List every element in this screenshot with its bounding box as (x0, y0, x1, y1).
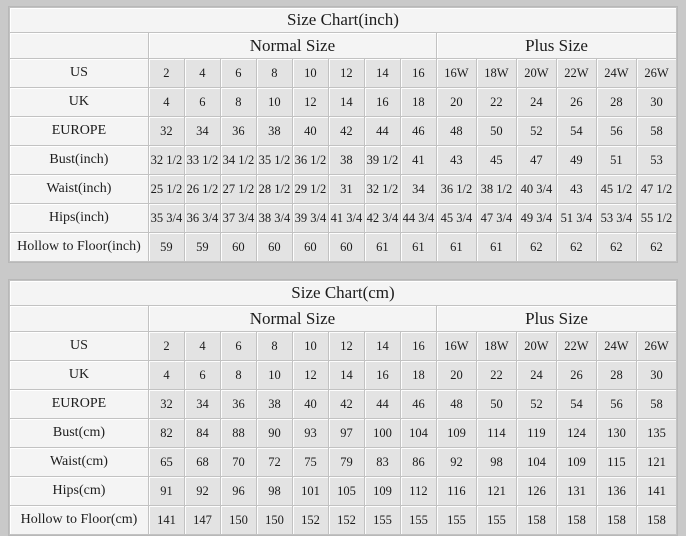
size-cell: 6 (185, 361, 220, 389)
table-row (10, 477, 676, 505)
size-cell: 92 (437, 448, 476, 476)
table-row (10, 390, 676, 418)
size-cell: 121 (637, 448, 676, 476)
table-row (10, 204, 676, 232)
size-cell: 20W (517, 59, 556, 87)
size-cell: 16 (401, 59, 436, 87)
size-cell: 20 (437, 88, 476, 116)
size-cell: 26 (557, 88, 596, 116)
size-cell: 38 (257, 117, 292, 145)
size-cell: 33 1/2 (185, 146, 220, 174)
size-cell: 22 (477, 361, 516, 389)
plus-size-header: Plus Size (437, 306, 676, 331)
size-cell: 4 (185, 59, 220, 87)
size-cell: 126 (517, 477, 556, 505)
size-cell: 96 (221, 477, 256, 505)
size-cell: 44 3/4 (401, 204, 436, 232)
size-cell: 38 (329, 146, 364, 174)
size-cell: 35 1/2 (257, 146, 292, 174)
size-cell: 130 (597, 419, 636, 447)
size-cell: 36 (221, 117, 256, 145)
size-cell: 12 (329, 332, 364, 360)
column-group-row (10, 33, 676, 58)
size-cell: 141 (149, 506, 184, 534)
size-cell: 39 1/2 (365, 146, 400, 174)
size-cell: 55 1/2 (637, 204, 676, 232)
size-cell: 158 (517, 506, 556, 534)
table-row (10, 361, 676, 389)
size-cell: 26 (557, 361, 596, 389)
table-row (10, 233, 676, 261)
size-cell: 36 3/4 (185, 204, 220, 232)
size-cell: 83 (365, 448, 400, 476)
size-cell: 79 (329, 448, 364, 476)
size-cell: 38 1/2 (477, 175, 516, 203)
size-cell: 61 (401, 233, 436, 261)
size-cell: 48 (437, 390, 476, 418)
size-cell: 152 (329, 506, 364, 534)
size-cell: 40 (293, 390, 328, 418)
size-cell: 131 (557, 477, 596, 505)
size-cell: 61 (437, 233, 476, 261)
size-cell: 82 (149, 419, 184, 447)
size-cell: 47 3/4 (477, 204, 516, 232)
size-cell: 109 (437, 419, 476, 447)
size-cell: 58 (637, 390, 676, 418)
table-row (10, 117, 676, 145)
size-cell: 30 (637, 361, 676, 389)
size-cell: 62 (557, 233, 596, 261)
row-label: US (10, 332, 148, 360)
size-cell: 147 (185, 506, 220, 534)
table-body (10, 332, 676, 534)
size-cell: 22W (557, 59, 596, 87)
size-cell: 16W (437, 59, 476, 87)
size-cell: 6 (221, 332, 256, 360)
size-cell: 24 (517, 361, 556, 389)
size-cell: 49 (557, 146, 596, 174)
row-label: Waist(inch) (10, 175, 148, 203)
size-cell: 8 (221, 88, 256, 116)
size-cell: 61 (365, 233, 400, 261)
table-row (10, 146, 676, 174)
size-cell: 50 (477, 117, 516, 145)
size-cell: 12 (293, 88, 328, 116)
size-cell: 59 (185, 233, 220, 261)
size-cell: 34 (401, 175, 436, 203)
size-cell: 4 (149, 88, 184, 116)
size-cell: 24 (517, 88, 556, 116)
size-cell: 42 (329, 390, 364, 418)
size-cell: 36 1/2 (437, 175, 476, 203)
size-cell: 88 (221, 419, 256, 447)
row-label: EUROPE (10, 390, 148, 418)
row-label: Waist(cm) (10, 448, 148, 476)
size-cell: 60 (257, 233, 292, 261)
size-cell: 18 (401, 88, 436, 116)
row-label: Bust(cm) (10, 419, 148, 447)
size-cell: 16 (401, 332, 436, 360)
size-cell: 98 (477, 448, 516, 476)
size-cell: 115 (597, 448, 636, 476)
size-cell: 12 (329, 59, 364, 87)
row-label: Hips(inch) (10, 204, 148, 232)
size-cell: 42 (329, 117, 364, 145)
size-cell: 24W (597, 59, 636, 87)
size-cell: 43 (557, 175, 596, 203)
size-cell: 84 (185, 419, 220, 447)
size-cell: 37 3/4 (221, 204, 256, 232)
row-label: Hollow to Floor(cm) (10, 506, 148, 534)
size-cell: 38 3/4 (257, 204, 292, 232)
size-cell: 32 (149, 390, 184, 418)
size-cell: 44 (365, 117, 400, 145)
size-cell: 109 (365, 477, 400, 505)
size-cell: 45 3/4 (437, 204, 476, 232)
size-cell: 26 1/2 (185, 175, 220, 203)
size-cell: 30 (637, 88, 676, 116)
table-title-row (10, 8, 676, 32)
table-row (10, 332, 676, 360)
size-cell: 16 (365, 88, 400, 116)
size-cell: 105 (329, 477, 364, 505)
size-cell: 124 (557, 419, 596, 447)
row-label: US (10, 59, 148, 87)
size-cell: 20W (517, 332, 556, 360)
size-cell: 14 (329, 88, 364, 116)
table-row (10, 175, 676, 203)
size-cell: 135 (637, 419, 676, 447)
size-cell: 155 (477, 506, 516, 534)
size-cell: 91 (149, 477, 184, 505)
size-cell: 90 (257, 419, 292, 447)
size-cell: 16 (365, 361, 400, 389)
size-cell: 38 (257, 390, 292, 418)
size-cell: 150 (257, 506, 292, 534)
size-cell: 31 (329, 175, 364, 203)
row-label: UK (10, 361, 148, 389)
table-title: Size Chart(cm) (10, 281, 676, 305)
table-title: Size Chart(inch) (10, 8, 676, 32)
size-cell: 6 (221, 59, 256, 87)
size-cell: 34 1/2 (221, 146, 256, 174)
size-cell: 35 3/4 (149, 204, 184, 232)
size-cell: 60 (329, 233, 364, 261)
size-chart-cm-table (8, 279, 678, 536)
size-cell: 40 3/4 (517, 175, 556, 203)
size-cell: 26W (637, 59, 676, 87)
size-cell: 70 (221, 448, 256, 476)
size-cell: 40 (293, 117, 328, 145)
column-group-row (10, 306, 676, 331)
size-cell: 52 (517, 117, 556, 145)
size-cell: 56 (597, 390, 636, 418)
size-cell: 12 (293, 361, 328, 389)
table-row (10, 88, 676, 116)
size-cell: 155 (365, 506, 400, 534)
size-cell: 10 (293, 59, 328, 87)
size-cell: 14 (365, 59, 400, 87)
size-cell: 2 (149, 59, 184, 87)
size-cell: 50 (477, 390, 516, 418)
size-cell: 22W (557, 332, 596, 360)
size-cell: 32 (149, 117, 184, 145)
table-row (10, 419, 676, 447)
size-cell: 49 3/4 (517, 204, 556, 232)
table-title-row (10, 281, 676, 305)
size-cell: 41 3/4 (329, 204, 364, 232)
size-cell: 18 (401, 361, 436, 389)
size-cell: 86 (401, 448, 436, 476)
table-body (10, 59, 676, 261)
table-row (10, 448, 676, 476)
size-cell: 10 (257, 361, 292, 389)
size-cell: 24W (597, 332, 636, 360)
size-cell: 25 1/2 (149, 175, 184, 203)
size-cell: 61 (477, 233, 516, 261)
size-cell: 53 3/4 (597, 204, 636, 232)
size-cell: 72 (257, 448, 292, 476)
size-cell: 39 3/4 (293, 204, 328, 232)
size-cell: 155 (437, 506, 476, 534)
size-cell: 60 (293, 233, 328, 261)
size-cell: 65 (149, 448, 184, 476)
size-cell: 114 (477, 419, 516, 447)
size-cell: 150 (221, 506, 256, 534)
size-cell: 16W (437, 332, 476, 360)
size-cell: 26W (637, 332, 676, 360)
size-cell: 62 (517, 233, 556, 261)
size-cell: 97 (329, 419, 364, 447)
size-cell: 141 (637, 477, 676, 505)
size-cell: 42 3/4 (365, 204, 400, 232)
size-cell: 4 (149, 361, 184, 389)
size-cell: 47 (517, 146, 556, 174)
size-cell: 75 (293, 448, 328, 476)
size-chart-inch-table (8, 6, 678, 263)
size-cell: 36 1/2 (293, 146, 328, 174)
size-cell: 53 (637, 146, 676, 174)
size-cell: 20 (437, 361, 476, 389)
size-cell: 152 (293, 506, 328, 534)
size-cell: 54 (557, 117, 596, 145)
size-cell: 41 (401, 146, 436, 174)
size-cell: 54 (557, 390, 596, 418)
size-cell: 32 1/2 (149, 146, 184, 174)
size-cell: 56 (597, 117, 636, 145)
size-cell: 44 (365, 390, 400, 418)
size-cell: 109 (557, 448, 596, 476)
size-cell: 43 (437, 146, 476, 174)
normal-size-header: Normal Size (149, 33, 436, 58)
row-label: Hips(cm) (10, 477, 148, 505)
size-cell: 100 (365, 419, 400, 447)
size-cell: 8 (257, 332, 292, 360)
size-cell: 34 (185, 117, 220, 145)
corner-cell (10, 306, 148, 331)
size-cell: 158 (637, 506, 676, 534)
size-cell: 52 (517, 390, 556, 418)
size-cell: 10 (257, 88, 292, 116)
size-cell: 116 (437, 477, 476, 505)
size-cell: 98 (257, 477, 292, 505)
size-cell: 92 (185, 477, 220, 505)
size-cell: 45 (477, 146, 516, 174)
size-cell: 47 1/2 (637, 175, 676, 203)
size-cell: 48 (437, 117, 476, 145)
size-cell: 51 3/4 (557, 204, 596, 232)
size-cell: 28 (597, 361, 636, 389)
size-cell: 14 (329, 361, 364, 389)
size-cell: 28 1/2 (257, 175, 292, 203)
size-cell: 27 1/2 (221, 175, 256, 203)
size-cell: 32 1/2 (365, 175, 400, 203)
row-label: UK (10, 88, 148, 116)
size-cell: 34 (185, 390, 220, 418)
size-cell: 6 (185, 88, 220, 116)
size-cell: 29 1/2 (293, 175, 328, 203)
size-cell: 28 (597, 88, 636, 116)
size-cell: 14 (365, 332, 400, 360)
size-cell: 62 (637, 233, 676, 261)
size-cell: 10 (293, 332, 328, 360)
size-cell: 46 (401, 117, 436, 145)
size-cell: 112 (401, 477, 436, 505)
table-row (10, 59, 676, 87)
size-cell: 58 (637, 117, 676, 145)
size-cell: 60 (221, 233, 256, 261)
size-cell: 158 (557, 506, 596, 534)
size-cell: 51 (597, 146, 636, 174)
size-cell: 68 (185, 448, 220, 476)
size-cell: 136 (597, 477, 636, 505)
corner-cell (10, 33, 148, 58)
size-cell: 2 (149, 332, 184, 360)
size-cell: 8 (221, 361, 256, 389)
size-cell: 4 (185, 332, 220, 360)
size-cell: 59 (149, 233, 184, 261)
size-cell: 45 1/2 (597, 175, 636, 203)
size-cell: 101 (293, 477, 328, 505)
size-cell: 93 (293, 419, 328, 447)
size-cell: 155 (401, 506, 436, 534)
size-cell: 158 (597, 506, 636, 534)
row-label: Hollow to Floor(inch) (10, 233, 148, 261)
plus-size-header: Plus Size (437, 33, 676, 58)
size-cell: 104 (517, 448, 556, 476)
normal-size-header: Normal Size (149, 306, 436, 331)
size-cell: 46 (401, 390, 436, 418)
row-label: EUROPE (10, 117, 148, 145)
size-cell: 104 (401, 419, 436, 447)
size-cell: 8 (257, 59, 292, 87)
size-cell: 36 (221, 390, 256, 418)
row-label: Bust(inch) (10, 146, 148, 174)
size-cell: 119 (517, 419, 556, 447)
size-cell: 18W (477, 59, 516, 87)
size-cell: 121 (477, 477, 516, 505)
size-cell: 62 (597, 233, 636, 261)
size-cell: 22 (477, 88, 516, 116)
size-cell: 18W (477, 332, 516, 360)
